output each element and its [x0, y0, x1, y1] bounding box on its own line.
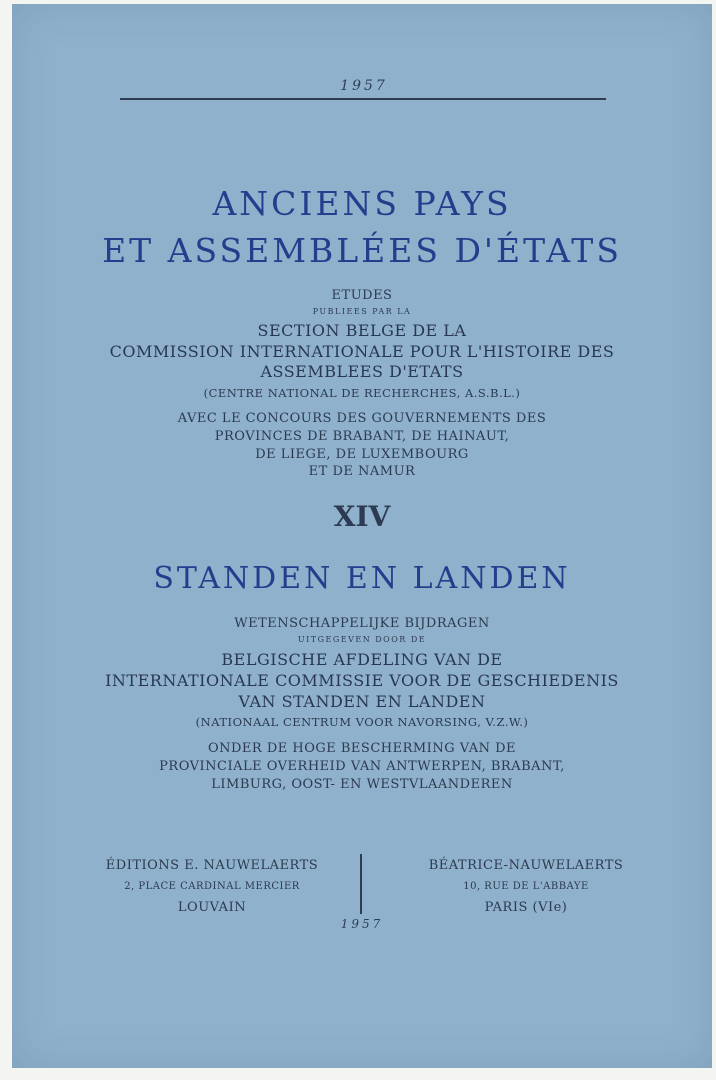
top-rule	[120, 98, 606, 100]
afdeling-line-2: INTERNATIONALE COMMISSIE VOOR DE GESCHIEDENIS	[105, 671, 619, 690]
publisher-left-city: LOUVAIN	[177, 900, 247, 915]
avec-line-2: PROVINCES DE BRABANT, DE HAINAUT,	[214, 429, 510, 444]
avec-line-4: ET DE NAMUR	[308, 464, 416, 479]
volume-number: XIV	[333, 500, 391, 533]
afdeling-line-3: VAN STANDEN EN LANDEN	[238, 692, 486, 711]
bottom-year: 1957	[340, 917, 384, 931]
top-year: 1957	[340, 78, 388, 94]
avec-line-3: DE LIEGE, DE LUXEMBOURG	[255, 447, 469, 462]
publiees-label: PUBLIEES PAR LA	[312, 307, 412, 316]
wetenschappelijke-label: WETENSCHAPPELIJKE BIJDRAGEN	[234, 616, 490, 631]
section-line-3: ASSEMBLEES D'ETATS	[260, 362, 464, 381]
title2: STANDEN EN LANDEN	[153, 561, 571, 596]
afdeling-line-1: BELGISCHE AFDELING VAN DE	[221, 650, 503, 669]
publisher-left	[62, 856, 362, 918]
publisher-right-name: BÉATRICE-NAUWELAERTS	[428, 858, 624, 873]
publisher-left-address: 2, PLACE CARDINAL MERCIER	[124, 881, 300, 892]
section-line-2: COMMISSION INTERNATIONALE POUR L'HISTOIRE DES	[109, 342, 615, 361]
uitgegeven-label: UITGEGEVEN DOOR DE	[297, 635, 427, 644]
section-line-1: SECTION BELGE DE LA	[257, 321, 467, 340]
publisher-right-city: PARIS (VIe)	[484, 900, 568, 915]
publisher-right-address: 10, RUE DE L'ABBAYE	[463, 881, 589, 892]
etudes-label: ETUDES	[331, 288, 393, 303]
onder-line-2: PROVINCIALE OVERHEID VAN ANTWERPEN, BRABANT,	[159, 759, 565, 774]
avec-line-1: AVEC LE CONCOURS DES GOUVERNEMENTS DES	[177, 411, 547, 426]
book-cover	[12, 4, 712, 1068]
title-line-2: ET ASSEMBLÉES D'ÉTATS	[102, 231, 622, 270]
centrum-line: (NATIONAAL CENTRUM VOOR NAVORSING, V.Z.W.)	[195, 715, 529, 729]
centre-line: (CENTRE NATIONAL DE RECHERCHES, A.S.B.L.)	[203, 386, 521, 400]
onder-line-1: ONDER DE HOGE BESCHERMING VAN DE	[207, 741, 517, 756]
publisher-right	[376, 856, 676, 918]
publisher-divider	[360, 854, 362, 914]
publisher-left-name: ÉDITIONS E. NAUWELAERTS	[105, 858, 319, 873]
title-line-1: ANCIENS PAYS	[212, 184, 512, 223]
onder-line-3: LIMBURG, OOST- EN WESTVLAANDEREN	[211, 777, 513, 792]
